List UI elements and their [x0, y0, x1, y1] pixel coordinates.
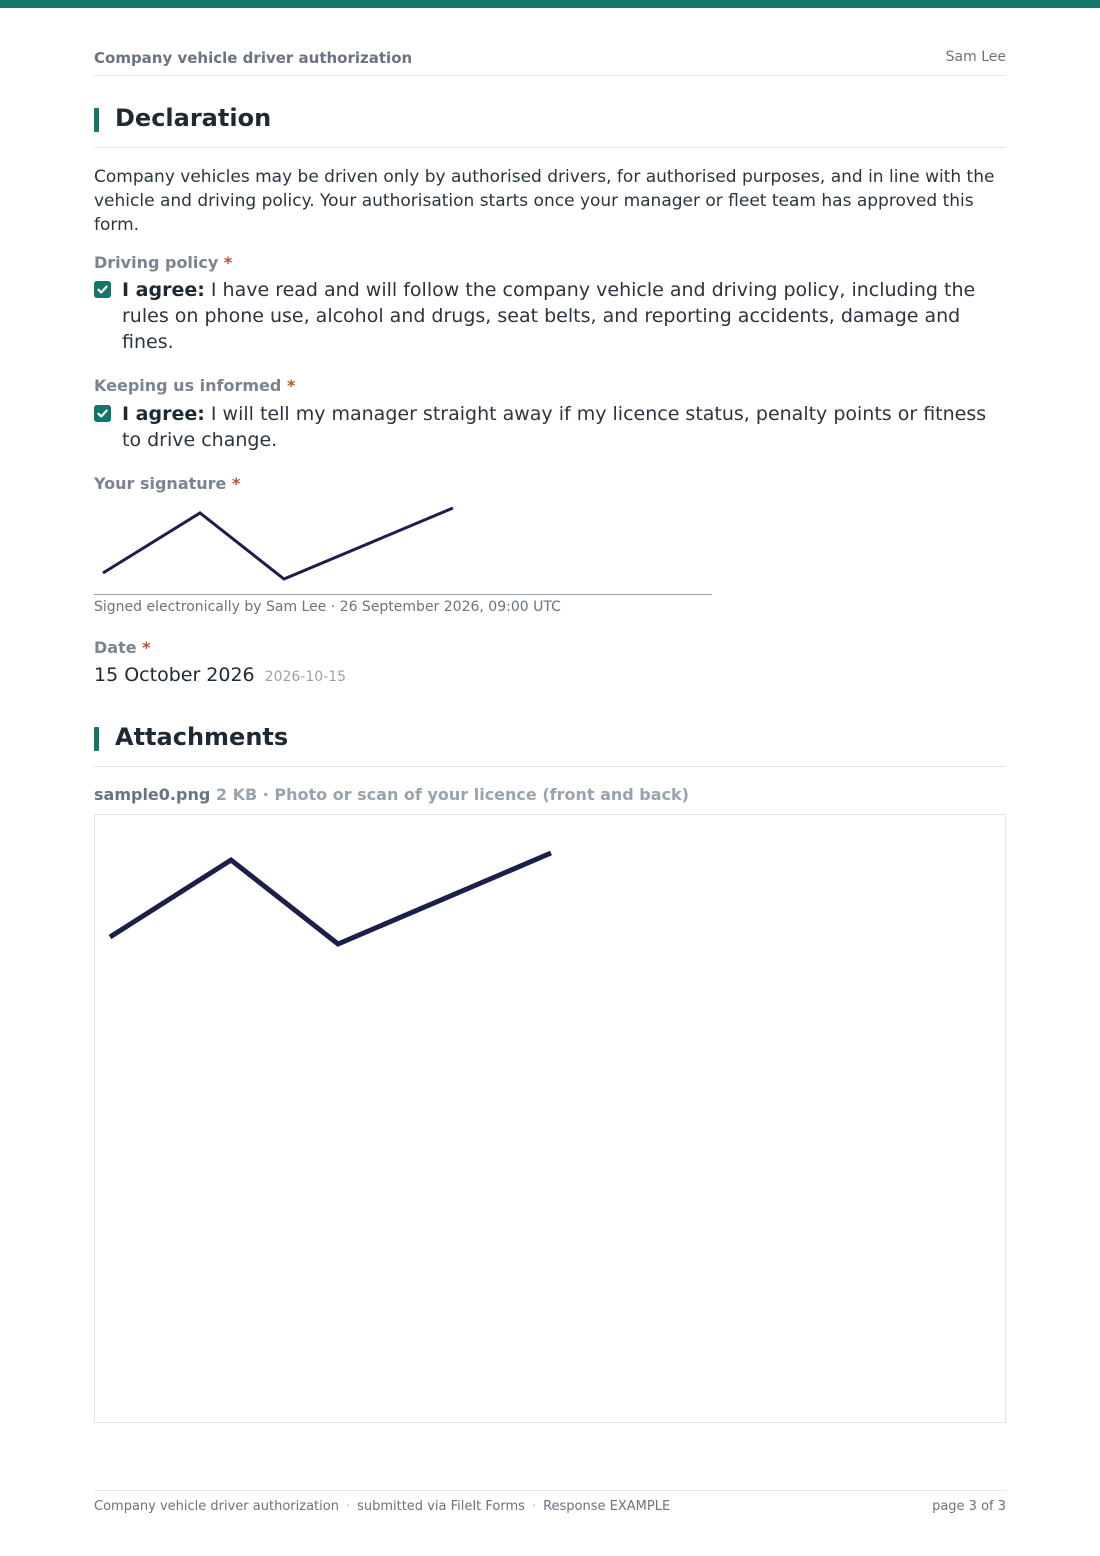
attachments-title: Attachments [115, 723, 289, 751]
section-marker [94, 108, 99, 132]
form-page [94, 0, 1006, 1556]
signature-pad [94, 498, 712, 595]
agree-prefix: I agree: [122, 403, 205, 425]
footer-info [94, 1499, 670, 1514]
declaration-heading [94, 104, 1006, 148]
footer-response: Response EXAMPLE [543, 1499, 671, 1514]
signature-label [94, 474, 240, 493]
separator: · [531, 1499, 537, 1514]
attachment-preview[interactable] [94, 814, 1006, 1423]
signature-drawing [94, 498, 712, 595]
separator: · [345, 1499, 351, 1514]
attachments-heading [94, 723, 1006, 767]
form-title: Company vehicle driver authorization [94, 49, 413, 67]
section-marker [94, 727, 99, 751]
footer-form-name: Company vehicle driver authorization [94, 1499, 339, 1514]
keeping-informed-text [122, 401, 1006, 453]
footer-submitted-via: submitted via FileIt Forms [357, 1499, 525, 1514]
required-mark: * [223, 253, 233, 272]
required-mark: * [286, 376, 296, 395]
date-label [94, 638, 151, 657]
page-number: page 3 of 3 [932, 1499, 1006, 1514]
keeping-informed-label [94, 376, 295, 395]
driving-policy-label [94, 253, 232, 272]
date-label-text: Date [94, 638, 137, 657]
declaration-title: Declaration [115, 104, 272, 132]
date-display [94, 664, 346, 686]
check-icon [96, 407, 109, 420]
agree-text: I will tell my manager straight away if my licence status, penalty points or fitness to drive change. [122, 403, 987, 451]
user-name: Sam Lee [945, 49, 1006, 65]
attachment-file-name[interactable]: sample0.png [94, 785, 211, 804]
check-icon [96, 283, 109, 296]
keeping-informed-label-text: Keeping us informed [94, 376, 282, 395]
date-iso: 2026-10-15 [264, 669, 347, 685]
required-mark: * [231, 474, 241, 493]
agree-text: I have read and will follow the company vehicle and driving policy, including the rules on phone use, alcohol and drugs, seat belts, and reporting accidents, damage and fines. [122, 279, 976, 353]
declaration-intro: Company vehicles may be driven only by authorised drivers, for authorised purposes, and in line with the vehicle and driving policy. Your authorisation starts once your manager or fleet team has approved this form. [94, 167, 995, 235]
driving-policy-text [122, 277, 1006, 355]
attachment-meta: 2 KB · Photo or scan of your licence (front and back) [215, 785, 689, 804]
driving-policy-checkbox[interactable] [94, 281, 111, 298]
signature-label-text: Your signature [94, 474, 227, 493]
keeping-informed-checkbox[interactable] [94, 405, 111, 422]
required-mark: * [142, 638, 151, 657]
attachment-image [95, 815, 1005, 1422]
signature-caption: Signed electronically by Sam Lee · 26 September 2026, 09:00 UTC [94, 599, 561, 615]
agree-prefix: I agree: [122, 279, 205, 301]
driving-policy-label-text: Driving policy [94, 253, 219, 272]
date-value: 15 October 2026 [94, 664, 255, 686]
page-footer [94, 1490, 1006, 1520]
document-header [94, 48, 1006, 76]
attachment-info [94, 785, 689, 804]
